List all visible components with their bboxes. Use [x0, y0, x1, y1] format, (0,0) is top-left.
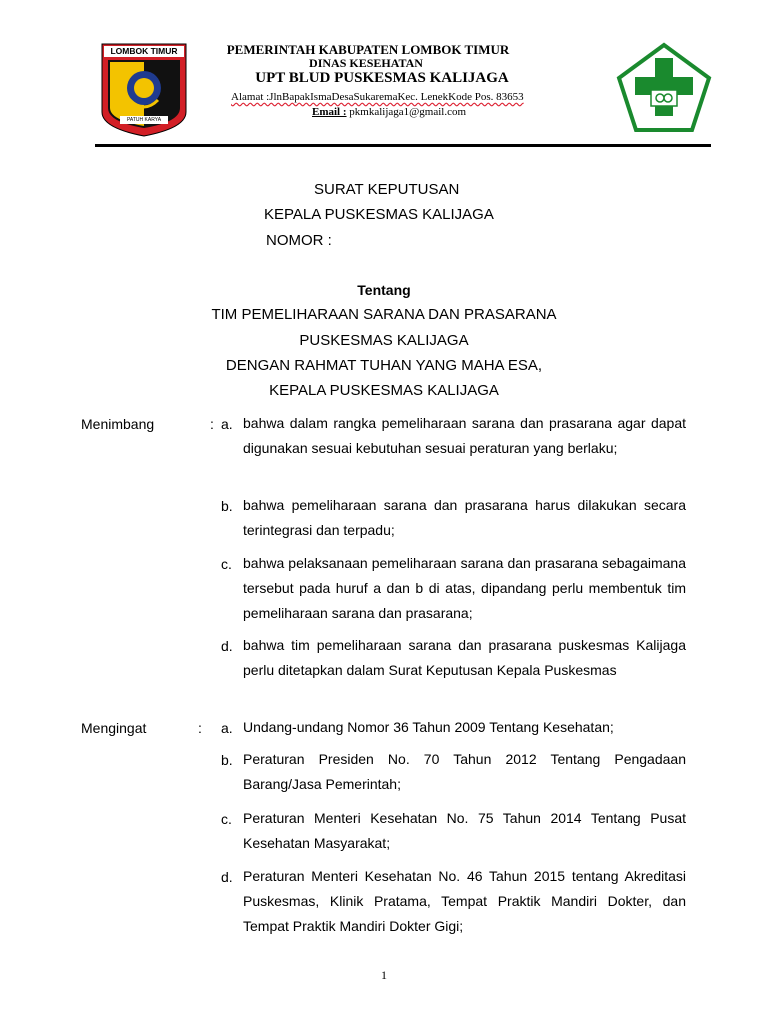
- mengingat-item-c: Peraturan Menteri Kesehatan No. 75 Tahun 2014 Tentang Pusat Kesehatan Masyarakat;: [243, 810, 686, 851]
- mengingat-item-d: Peraturan Menteri Kesehatan No. 46 Tahun 2015 tentang Akreditasi Puskesmas, Klinik Pratama, Tempat Praktik Mandiri Dokter, dan Tempat Praktik Mandiri Dokter Gigi;: [243, 868, 686, 934]
- menimbang-colon: :: [210, 416, 214, 432]
- email-value: pkmkalijaga1@gmail.com: [349, 106, 467, 118]
- subject-line1: TIM PEMELIHARAAN SARANA DAN PRASARANA: [211, 306, 557, 323]
- menimbang-label: Menimbang: [81, 416, 155, 432]
- page-number: 1: [381, 968, 387, 982]
- doc-title: SURAT KEPUTUSAN: [314, 181, 460, 198]
- logo-bottom-text: PATUH KARYA: [126, 117, 162, 123]
- mengingat-letter-d: d.: [221, 869, 233, 885]
- doc-issuer: KEPALA PUSKESMAS KALIJAGA: [264, 206, 494, 223]
- menimbang-item-a: bahwa dalam rangka pemeliharaan sarana dan prasarana agar dapat digunakan sesuai kebutuhan sesuai peraturan yang berlaku;: [243, 415, 686, 456]
- letterhead-address: [231, 91, 524, 103]
- menimbang-item-d: bahwa tim pemeliharaan sarana dan prasarana puskesmas Kalijaga perlu ditetapkan dalam Surat Keputusan Kepala Puskesmas: [243, 637, 686, 678]
- subject-line3: DENGAN RAHMAT TUHAN YANG MAHA ESA,: [225, 357, 543, 374]
- subject-line4: KEPALA PUSKESMAS KALIJAGA: [269, 382, 499, 399]
- health-cross-pentagon-icon: [616, 42, 712, 134]
- menimbang-letter-a: a.: [221, 416, 233, 432]
- mengingat-label: Mengingat: [81, 720, 147, 736]
- letterhead-line1: PEMERINTAH KABUPATEN LOMBOK TIMUR: [226, 42, 510, 57]
- letterhead-line2: DINAS KESEHATAN: [309, 56, 423, 70]
- logo-top-text: LOMBOK TIMUR: [110, 46, 178, 56]
- letterhead-email: [312, 106, 466, 118]
- doc-number: NOMOR :: [266, 232, 332, 249]
- mengingat-letter-c: c.: [221, 811, 232, 827]
- mengingat-letter-b: b.: [221, 752, 233, 768]
- tentang-heading: Tentang: [357, 282, 411, 298]
- address-text: Alamat :JlnBapakIsmaDesaSukaremaKec. LenekKode Pos. 83653: [231, 91, 524, 103]
- mengingat-item-a: Undang-undang Nomor 36 Tahun 2009 Tentang Kesehatan;: [243, 719, 614, 735]
- menimbang-item-c: bahwa pelaksanaan pemeliharaan sarana dan prasarana sebagaimana tersebut pada huruf a dan b di atas, dipandang perlu membentuk tim pemeliharaan sarana dan prasarana;: [243, 555, 686, 621]
- letterhead-line3: UPT BLUD PUSKESMAS KALIJAGA: [255, 70, 509, 86]
- menimbang-letter-c: c.: [221, 556, 232, 572]
- mengingat-colon: :: [198, 720, 202, 736]
- menimbang-item-b: bahwa pemeliharaan sarana dan prasarana harus dilakukan secara terintegrasi dan terpadu;: [243, 497, 686, 538]
- email-label: Email :: [312, 106, 347, 118]
- mengingat-item-b: Peraturan Presiden No. 70 Tahun 2012 Tentang Pengadaan Barang/Jasa Pemerintah;: [243, 751, 686, 792]
- mengingat-letter-a: a.: [221, 720, 233, 736]
- subject-line2: PUSKESMAS KALIJAGA: [299, 332, 469, 349]
- menimbang-letter-d: d.: [221, 638, 233, 654]
- letterhead-divider: [95, 144, 711, 147]
- menimbang-letter-b: b.: [221, 498, 233, 514]
